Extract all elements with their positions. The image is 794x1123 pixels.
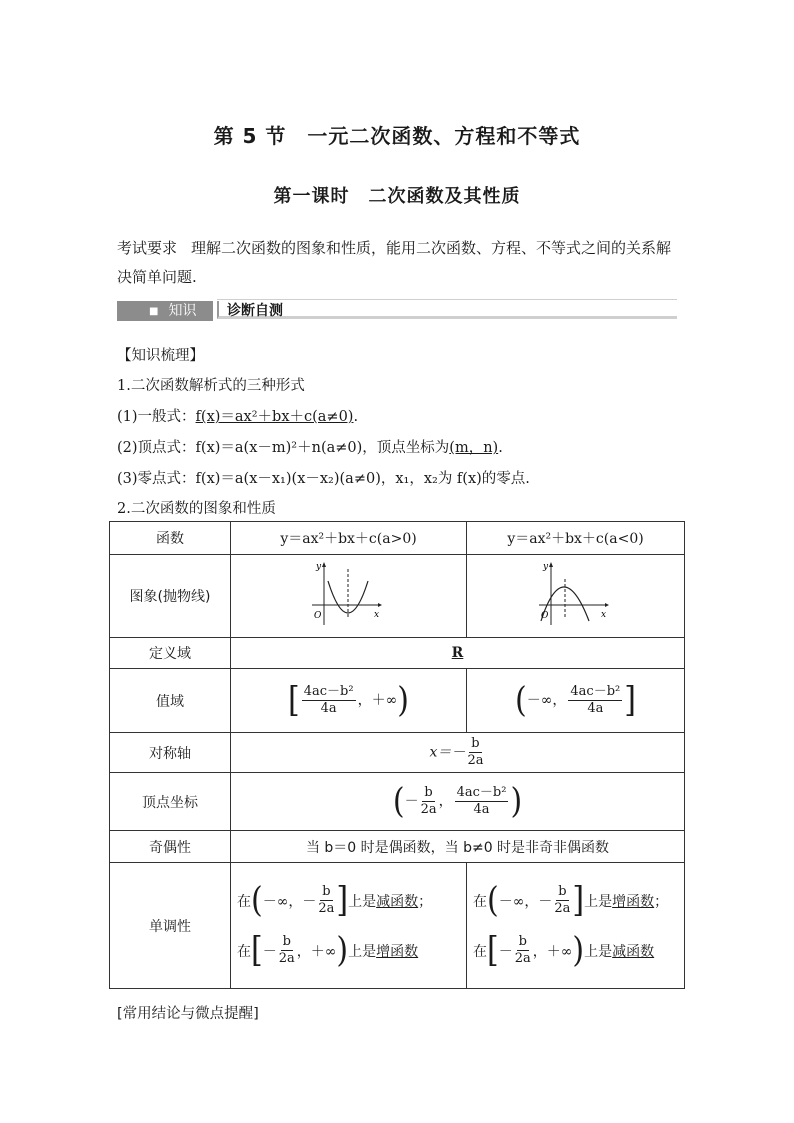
mono-numerator: b: [282, 934, 291, 949]
mono-posinf: ，＋∞: [296, 943, 337, 960]
origin-label: O: [313, 611, 321, 621]
form-zero-label: (3)零点式：: [117, 471, 196, 487]
cell-range-positive: [231, 669, 467, 733]
bracket-right: ]: [624, 679, 636, 721]
mono-in: 在: [473, 893, 487, 910]
mono-denominator: 2a: [318, 901, 335, 916]
cell-domain-label: 定义域: [110, 638, 231, 669]
knowledge-heading: 【知识梳理】: [117, 348, 204, 364]
cell-range-label: 值域: [110, 669, 231, 733]
mono-decrease: 减函数: [612, 943, 655, 960]
x-axis-arrow: [378, 603, 382, 607]
y-label: y: [315, 562, 321, 572]
bracket-right: ): [336, 929, 349, 971]
form-vertex-end: .: [498, 440, 503, 456]
properties-table: [109, 521, 685, 989]
exam-requirement: [117, 234, 683, 292]
range-denominator: 4a: [587, 701, 604, 716]
range-fraction: [302, 684, 356, 717]
mono-on: 上是: [348, 893, 377, 910]
banner-divider: [217, 299, 677, 300]
exam-requirement-text: 理解二次函数的图象和性质，能用二次函数、方程、不等式之间的关系解决简单问题.: [117, 239, 672, 286]
bracket-left: [: [487, 929, 499, 971]
mono-semicolon: ；: [654, 893, 669, 910]
cell-axis-value: [231, 733, 685, 773]
cell-a-negative-header: y＝ax²＋bx＋c(a<0): [467, 522, 685, 555]
form-general-expr: f(x)＝ax²＋bx＋c(a≠0): [195, 409, 354, 425]
x-axis-arrow: [605, 603, 609, 607]
form-vertex-expr: f(x)＝a(x－m)²＋n(a≠0)，顶点坐标为: [195, 440, 450, 456]
form-vertex-label: (2)顶点式：: [117, 440, 196, 456]
mono-denominator: 2a: [554, 901, 571, 916]
table-row: [110, 555, 685, 638]
mono-numerator: b: [518, 934, 527, 949]
cell-a-positive-header: y＝ax²＋bx＋c(a>0): [231, 522, 467, 555]
cell-parity-label: 奇偶性: [110, 831, 231, 863]
cell-monotonic-positive: [231, 863, 467, 989]
bracket-right: ): [510, 780, 523, 822]
mono-line: [237, 876, 466, 926]
axis-lhs: x＝－: [429, 744, 466, 761]
exam-requirement-label: 考试要求: [117, 239, 178, 257]
table-row: [110, 733, 685, 773]
vertex-y-denominator: 4a: [473, 802, 490, 817]
mono-neginf: －∞，－: [498, 893, 553, 910]
form-general-end: .: [353, 409, 359, 425]
common-conclusions-heading: [常用结论与微点提醒]: [117, 1006, 259, 1022]
cell-parity-value: 当 b＝0 时是偶函数，当 b≠0 时是非奇非偶函数: [231, 831, 685, 863]
item-2-heading: 2.二次函数的图象和性质: [117, 501, 276, 517]
table-row: [110, 638, 685, 669]
mono-posinf: ，＋∞: [532, 943, 573, 960]
section-title: 第 5 节 一元二次函数、方程和不等式: [213, 124, 581, 148]
vertex-x-fraction: [421, 785, 437, 818]
mono-neg-sign: －: [498, 943, 513, 960]
bracket-left: (: [392, 780, 405, 822]
mono-fraction: [318, 884, 334, 917]
cell-monotonic-negative: [467, 863, 685, 989]
mono-neg-sign: －: [262, 943, 277, 960]
x-label: x: [600, 610, 606, 620]
mono-increase: 增函数: [612, 893, 655, 910]
cell-monotonic-label: 单调性: [110, 863, 231, 989]
form-zero: [117, 467, 530, 488]
table-row: [110, 831, 685, 863]
range-head: －∞，: [526, 692, 567, 709]
parabola-down-figure: [531, 559, 621, 629]
cell-function-header: 函数: [110, 522, 231, 555]
y-axis-arrow: [322, 562, 326, 567]
x-label: x: [373, 610, 379, 620]
y-axis-arrow: [549, 562, 553, 567]
mono-semicolon: ；: [418, 893, 433, 910]
bracket-right: ]: [572, 879, 585, 921]
graph-downward-parabola: [467, 555, 685, 638]
bracket-left: (: [487, 879, 499, 921]
vertex-neg-sign: －: [404, 793, 419, 810]
knowledge-banner: [117, 299, 677, 323]
mono-line: [237, 926, 466, 976]
form-vertex-coord: (m，n): [449, 440, 499, 456]
mono-fraction: [515, 934, 531, 967]
vertex-x-numerator: b: [424, 785, 433, 800]
bracket-right: ]: [336, 879, 349, 921]
table-row: [110, 522, 685, 555]
vertex-x-denominator: 2a: [420, 802, 437, 817]
graph-upward-parabola: [231, 555, 467, 638]
parabola-up-figure: [304, 559, 394, 629]
mono-increase: 增函数: [376, 943, 419, 960]
banner-left: [117, 301, 213, 321]
mono-decrease: 减函数: [376, 893, 419, 910]
range-fraction: [568, 684, 622, 717]
vertex-y-fraction: [455, 785, 509, 818]
origin-label: O: [540, 611, 548, 621]
domain-value: R: [451, 645, 464, 661]
bracket-left: (: [251, 879, 263, 921]
cell-range-negative: [467, 669, 685, 733]
cell-vertex-label: 顶点坐标: [110, 773, 231, 831]
table-row: [110, 863, 685, 989]
mono-in: 在: [237, 943, 251, 960]
mono-line: [473, 876, 684, 926]
table-row: [110, 773, 685, 831]
bracket-left: [: [251, 929, 263, 971]
mono-denominator: 2a: [278, 951, 295, 966]
mono-line: [473, 926, 684, 976]
bracket-left: [: [288, 679, 300, 721]
banner-right-label: 诊断自测: [217, 301, 677, 319]
mono-numerator: b: [322, 884, 331, 899]
range-numerator: 4ac－b²: [303, 684, 354, 699]
y-label: y: [542, 562, 548, 572]
bracket-right: ): [572, 929, 585, 971]
range-numerator: 4ac－b²: [570, 684, 621, 699]
mono-on: 上是: [584, 893, 613, 910]
cell-graph-label: 图象(抛物线): [110, 555, 231, 638]
mono-in: 在: [237, 893, 251, 910]
vertex-separator: ，: [438, 793, 453, 810]
form-general-label: (1)一般式：: [117, 409, 196, 425]
cell-domain-value: [231, 638, 685, 669]
lesson-title: 第一课时 二次函数及其性质: [273, 186, 521, 207]
table-row: [110, 669, 685, 733]
bracket-left: (: [515, 679, 527, 721]
vertex-y-numerator: 4ac－b²: [456, 785, 507, 800]
mono-on: 上是: [584, 943, 613, 960]
axis-denominator: 2a: [467, 753, 484, 768]
bracket-right: ): [397, 679, 409, 721]
form-zero-expr: f(x)＝a(x－x₁)(x－x₂)(a≠0)，x₁，x₂为 f(x)的零点.: [195, 471, 530, 487]
form-general: [117, 405, 358, 426]
mono-fraction: [279, 934, 295, 967]
mono-on: 上是: [348, 943, 377, 960]
mono-in: 在: [473, 943, 487, 960]
mono-fraction: [554, 884, 570, 917]
mono-numerator: b: [558, 884, 567, 899]
axis-fraction: [467, 736, 483, 769]
bullet-icon: ■: [149, 306, 159, 317]
range-denominator: 4a: [320, 701, 337, 716]
item-1-heading: 1.二次函数解析式的三种形式: [117, 378, 305, 394]
mono-neginf: －∞，－: [262, 893, 317, 910]
cell-axis-label: 对称轴: [110, 733, 231, 773]
cell-vertex-value: [231, 773, 685, 831]
mono-denominator: 2a: [514, 951, 531, 966]
banner-left-label: 知识: [168, 303, 197, 319]
axis-numerator: b: [471, 736, 480, 751]
form-vertex: [117, 436, 503, 457]
range-tail: ，＋∞: [357, 692, 398, 709]
